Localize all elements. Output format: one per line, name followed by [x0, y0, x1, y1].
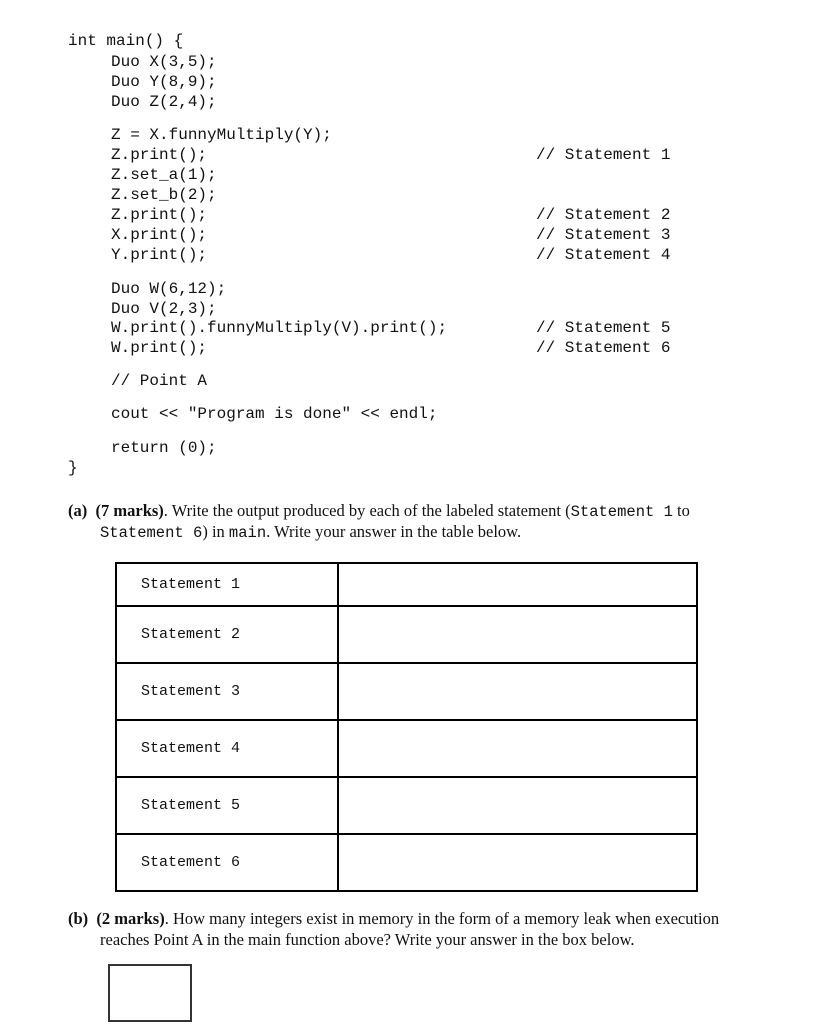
- statement-label: Statement 6: [116, 834, 338, 891]
- question-b-text: . How many integers exist in memory in the form of a memory leak when execution: [164, 909, 720, 928]
- statement-label: Statement 4: [116, 720, 338, 777]
- code-line: Z = X.funnyMultiply(Y);: [111, 126, 332, 144]
- question-a-text: ) in: [202, 522, 229, 541]
- code-comment: // Statement 3: [536, 226, 671, 244]
- code-line: Duo X(3,5);: [111, 53, 217, 71]
- question-b-label: (b): [68, 909, 89, 928]
- question-b-marks: (2 marks): [96, 909, 165, 928]
- answer-cell[interactable]: [338, 663, 697, 720]
- code-comment: // Statement 4: [536, 246, 671, 264]
- code-line-point-a: // Point A: [111, 372, 208, 390]
- question-b-line2: reaches Point A in the main function above? Write your answer in the box below.: [100, 930, 635, 949]
- answer-cell[interactable]: [338, 834, 697, 891]
- code-line: return (0);: [111, 439, 217, 457]
- question-a-text: . Write your answer in the table below.: [266, 522, 522, 541]
- answer-box-b[interactable]: [108, 964, 192, 1022]
- question-a-text: to: [672, 501, 690, 520]
- code-line: Z.print();: [111, 146, 208, 164]
- code-line: Duo Z(2,4);: [111, 93, 217, 111]
- code-line: Z.print();: [111, 206, 208, 224]
- question-a-code: Statement 1: [570, 503, 673, 521]
- table-row: [116, 834, 697, 891]
- code-line: X.print();: [111, 226, 208, 244]
- code-line: cout << "Program is done" << endl;: [111, 405, 438, 423]
- statement-label: Statement 1: [116, 563, 338, 606]
- table-row: [116, 663, 697, 720]
- table-row: [116, 777, 697, 834]
- code-comment: // Statement 2: [536, 206, 671, 224]
- statement-label: Statement 3: [116, 663, 338, 720]
- code-comment: // Statement 6: [536, 339, 671, 357]
- code-line-main-close: }: [68, 459, 78, 477]
- statement-label: Statement 5: [116, 777, 338, 834]
- table-row: [116, 720, 697, 777]
- question-a-line1: [68, 500, 690, 523]
- code-line: Z.set_b(2);: [111, 186, 217, 204]
- answer-table: [115, 562, 698, 892]
- code-line: Duo V(2,3);: [111, 300, 217, 318]
- code-line: Duo W(6,12);: [111, 280, 227, 298]
- statement-label: Statement 2: [116, 606, 338, 663]
- answer-cell[interactable]: [338, 777, 697, 834]
- question-a-line2: [100, 521, 521, 544]
- question-a-code: main: [228, 524, 267, 542]
- code-comment: // Statement 5: [536, 319, 671, 337]
- answer-cell[interactable]: [338, 606, 697, 663]
- code-line: Y.print();: [111, 246, 208, 264]
- question-b-line1: [68, 908, 719, 929]
- answer-cell[interactable]: [338, 720, 697, 777]
- table-row: [116, 563, 697, 606]
- code-comment: // Statement 1: [536, 146, 671, 164]
- code-line: Duo Y(8,9);: [111, 73, 217, 91]
- code-line-main-open: int main() {: [68, 32, 184, 50]
- code-line: W.print().funnyMultiply(V).print();: [111, 319, 448, 337]
- question-a-label: (a): [68, 501, 88, 520]
- answer-cell[interactable]: [338, 563, 697, 606]
- question-a-marks: (7 marks): [95, 501, 164, 520]
- question-a-code: Statement 6: [100, 524, 203, 542]
- code-line: Z.set_a(1);: [111, 166, 217, 184]
- table-row: [116, 606, 697, 663]
- question-a-text: . Write the output produced by each of the labeled statement (: [163, 501, 571, 520]
- code-line: W.print();: [111, 339, 208, 357]
